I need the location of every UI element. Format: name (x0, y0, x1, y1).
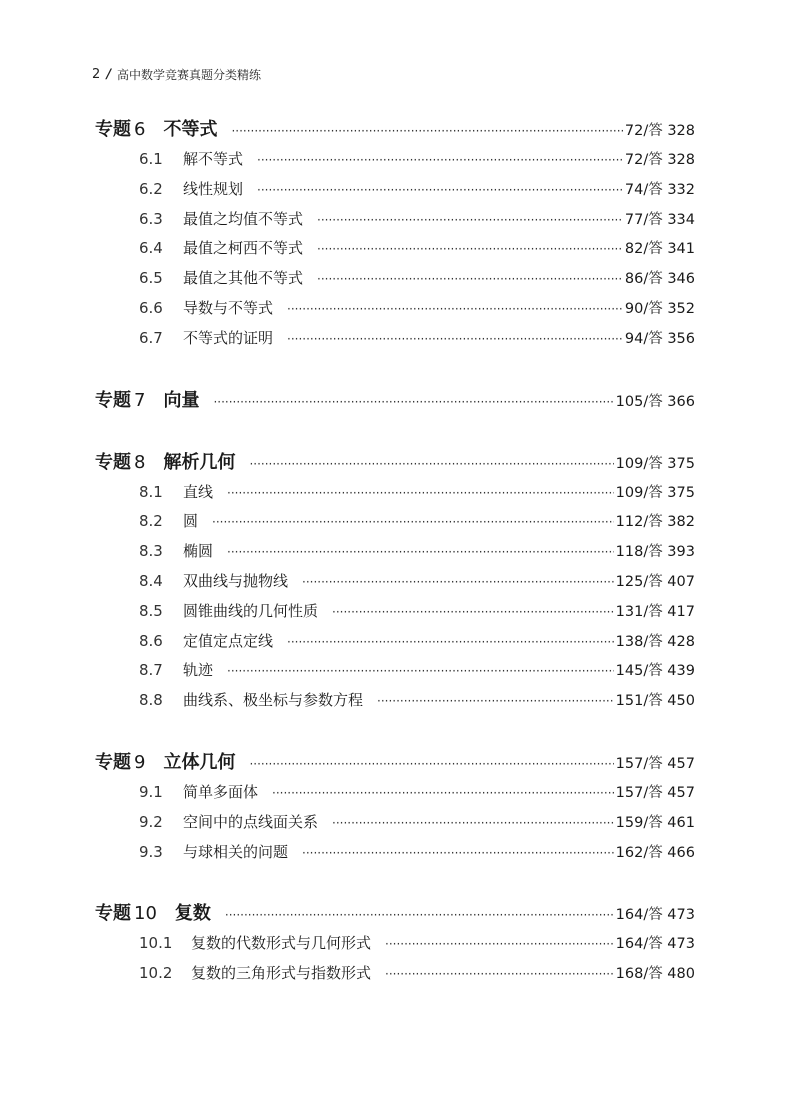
chapter-label: 专题 (95, 389, 131, 411)
toc-section-row[interactable] (95, 597, 695, 627)
dot-leader (302, 839, 614, 869)
toc-chapter-row[interactable] (95, 448, 695, 478)
dot-leader (227, 538, 614, 568)
section-number: 6.5 (139, 269, 163, 288)
section-page-ref: 145/答 439 (615, 663, 695, 680)
dot-leader (212, 508, 614, 538)
dot-leader (249, 749, 613, 779)
section-page-ref: 151/答 450 (615, 693, 695, 710)
section-title: 轨迹 (183, 661, 214, 680)
section-title: 与球相关的问题 (183, 842, 289, 861)
toc-chapter-row[interactable] (95, 748, 695, 778)
table-of-contents (95, 115, 695, 989)
toc-section-row[interactable] (95, 145, 695, 175)
toc-chapter-row[interactable] (95, 899, 695, 929)
section-title: 最值之柯西不等式 (183, 239, 304, 258)
section-number: 9.2 (139, 812, 163, 831)
section-page-ref: 86/答 346 (624, 271, 695, 288)
section-title: 不等式的证明 (183, 328, 274, 347)
section-number: 6.1 (139, 150, 163, 168)
chapter-title: 向量 (163, 389, 200, 411)
toc-section-row[interactable] (95, 959, 695, 989)
section-number: 8.3 (139, 542, 163, 561)
section-page-ref: 77/答 334 (624, 211, 695, 228)
toc-chapter (95, 386, 695, 416)
toc-section-row[interactable] (95, 294, 695, 324)
toc-section-row[interactable] (95, 478, 695, 508)
dot-leader (227, 657, 614, 687)
dot-leader (385, 930, 614, 960)
section-page-ref: 90/答 352 (624, 300, 695, 317)
section-page-ref: 157/答 457 (615, 784, 695, 801)
section-title: 圆锥曲线的几何性质 (183, 601, 319, 620)
section-page-ref: 159/答 461 (615, 814, 695, 831)
dot-leader (332, 598, 614, 628)
section-number: 6.4 (139, 239, 163, 258)
chapter-title: 复数 (174, 903, 211, 925)
toc-chapter (95, 448, 695, 716)
dot-leader (287, 628, 614, 658)
section-title: 圆 (183, 512, 199, 531)
running-header (92, 66, 261, 83)
section-title: 直线 (183, 482, 214, 501)
section-page-ref: 74/答 332 (624, 181, 695, 198)
section-number: 9.3 (139, 842, 163, 861)
chapter-number: 10 (134, 903, 157, 925)
dot-leader (225, 900, 614, 930)
toc-chapter (95, 748, 695, 867)
toc-chapter-row[interactable] (95, 386, 695, 416)
toc-section-row[interactable] (95, 627, 695, 657)
section-page-ref: 72/答 328 (624, 152, 695, 168)
chapter-title: 立体几何 (163, 751, 236, 773)
toc-chapter-row[interactable] (95, 115, 695, 145)
section-number: 8.8 (139, 691, 163, 710)
section-page-ref: 131/答 417 (615, 603, 695, 620)
toc-section-row[interactable] (95, 537, 695, 567)
toc-chapter (95, 115, 695, 354)
dot-leader (287, 295, 623, 325)
chapter-page-ref: 164/答 473 (615, 907, 695, 924)
section-title: 椭圆 (183, 542, 214, 561)
header-separator: / (106, 67, 112, 82)
dot-leader (249, 449, 613, 479)
dot-leader (302, 568, 614, 598)
chapter-label: 专题 (95, 119, 131, 140)
toc-section-row[interactable] (95, 507, 695, 537)
section-number: 10.1 (139, 934, 173, 953)
dot-leader (213, 387, 613, 417)
dot-leader (231, 116, 622, 146)
section-title: 复数的代数形式与几何形式 (191, 934, 372, 953)
section-page-ref: 109/答 375 (615, 484, 695, 501)
section-number: 8.4 (139, 571, 163, 590)
section-title: 定值定点定线 (183, 631, 274, 650)
section-page-ref: 94/答 356 (624, 330, 695, 347)
section-number: 8.7 (139, 661, 163, 680)
section-title: 最值之均值不等式 (183, 209, 304, 228)
toc-section-row[interactable] (95, 205, 695, 235)
section-page-ref: 125/答 407 (615, 573, 695, 590)
chapter-label: 专题 (95, 751, 131, 773)
dot-leader (272, 779, 614, 809)
section-page-ref: 162/答 466 (615, 844, 695, 861)
header-book-title: 高中数学竞赛真题分类精练 (117, 68, 262, 82)
toc-section-row[interactable] (95, 929, 695, 959)
toc-section-row[interactable] (95, 778, 695, 808)
chapter-page-ref: 109/答 375 (615, 455, 695, 472)
section-title: 复数的三角形式与指数形式 (191, 964, 372, 983)
chapter-number: 8 (134, 451, 146, 473)
toc-section-row[interactable] (95, 656, 695, 686)
toc-section-row[interactable] (95, 324, 695, 354)
chapter-page-ref: 157/答 457 (615, 755, 695, 772)
section-title: 导数与不等式 (183, 298, 274, 317)
section-page-ref: 138/答 428 (615, 633, 695, 650)
section-title: 空间中的点线面关系 (183, 812, 319, 831)
section-page-ref: 168/答 480 (615, 966, 695, 983)
chapter-number: 7 (134, 389, 146, 411)
section-page-ref: 164/答 473 (615, 936, 695, 953)
toc-section-row[interactable] (95, 234, 695, 264)
dot-leader (332, 809, 614, 839)
chapter-label: 专题 (95, 903, 131, 925)
dot-leader (257, 146, 623, 176)
section-number: 6.3 (139, 209, 163, 228)
section-number: 6.6 (139, 298, 163, 317)
section-number: 9.1 (139, 782, 163, 801)
section-page-ref: 118/答 393 (615, 544, 695, 561)
section-title: 曲线系、极坐标与参数方程 (183, 691, 364, 710)
dot-leader (287, 325, 623, 355)
toc-section-row[interactable] (95, 838, 695, 868)
chapter-label: 专题 (95, 451, 131, 473)
section-title: 简单多面体 (183, 782, 259, 801)
header-page-number: 2 (92, 67, 101, 82)
section-title: 解不等式 (183, 150, 244, 168)
chapter-page-ref: 72/答 328 (624, 123, 695, 139)
section-number: 8.1 (139, 482, 163, 501)
chapter-number: 6 (134, 119, 146, 140)
chapter-title: 不等式 (163, 119, 218, 140)
dot-leader (317, 235, 623, 265)
dot-leader (317, 265, 623, 295)
section-title: 线性规划 (183, 179, 244, 198)
toc-section-row[interactable] (95, 264, 695, 294)
dot-leader (385, 960, 614, 990)
chapter-title: 解析几何 (163, 451, 236, 473)
toc-section-row[interactable] (95, 567, 695, 597)
section-number: 6.2 (139, 179, 163, 198)
chapter-page-ref: 105/答 366 (615, 393, 695, 410)
section-number: 6.7 (139, 328, 163, 347)
section-number: 8.5 (139, 601, 163, 620)
toc-chapter (95, 899, 695, 989)
dot-leader (377, 687, 614, 717)
dot-leader (317, 206, 623, 236)
toc-section-row[interactable] (95, 686, 695, 716)
section-title: 双曲线与抛物线 (183, 571, 289, 590)
section-page-ref: 112/答 382 (615, 514, 695, 531)
section-number: 10.2 (139, 964, 173, 983)
section-number: 8.6 (139, 631, 163, 650)
toc-section-row[interactable] (95, 808, 695, 838)
dot-leader (257, 176, 623, 206)
section-title: 最值之其他不等式 (183, 269, 304, 288)
chapter-number: 9 (134, 751, 146, 773)
toc-section-row[interactable] (95, 175, 695, 205)
dot-leader (227, 479, 614, 509)
section-page-ref: 82/答 341 (624, 241, 695, 258)
section-number: 8.2 (139, 512, 163, 531)
